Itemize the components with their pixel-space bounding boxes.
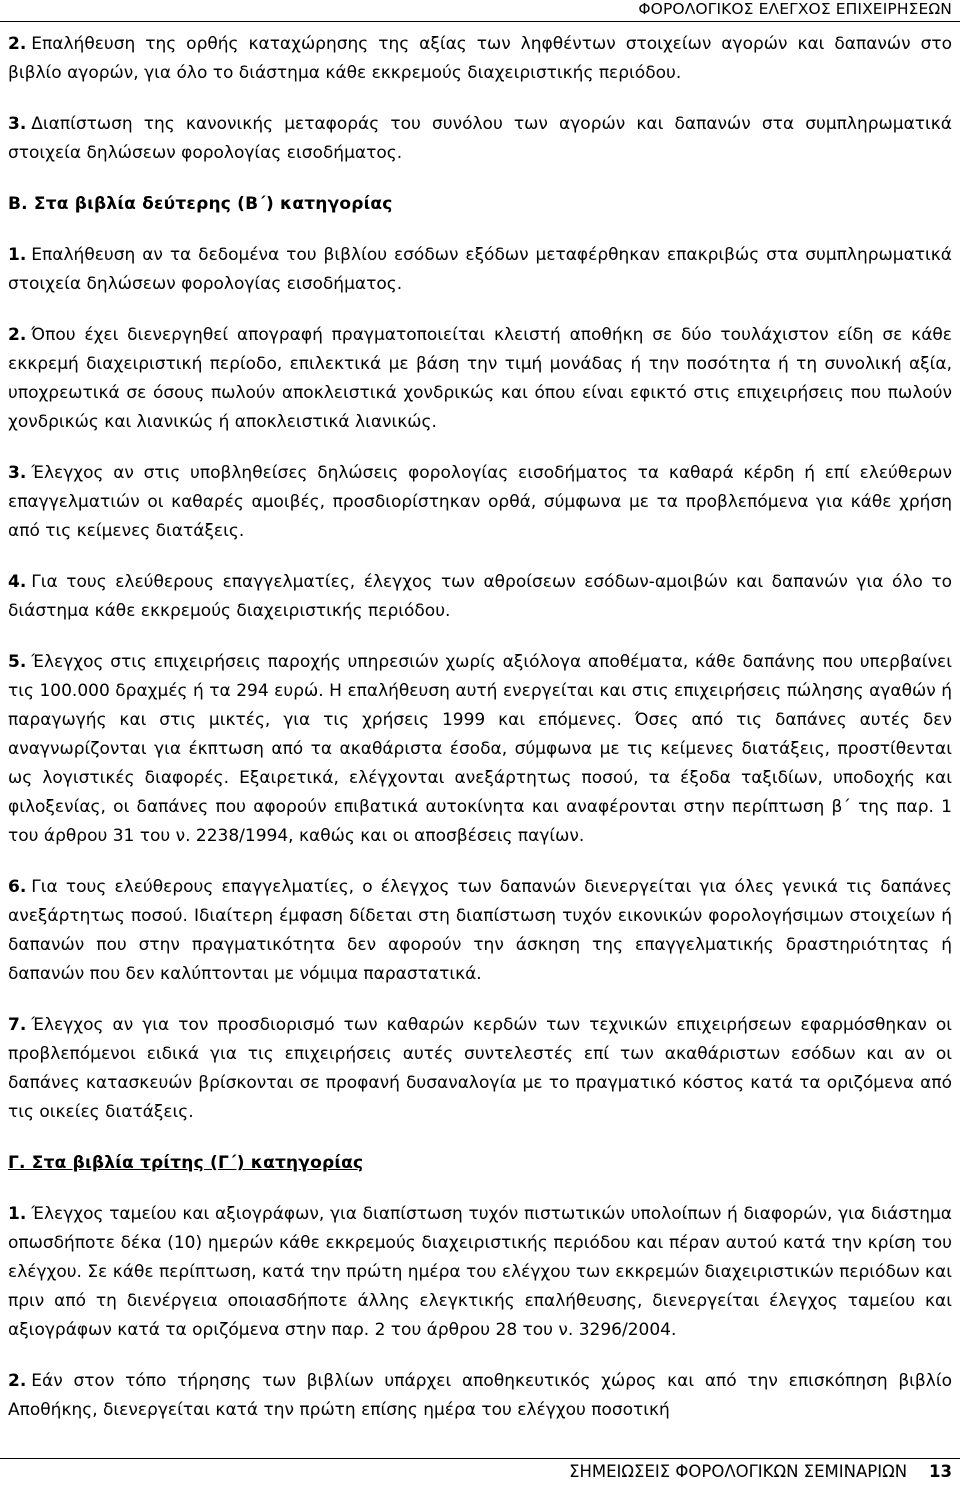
paragraph-text: Διαπίστωση της κανονικής μεταφοράς του συνόλου των αγορών και δαπανών στα συμπληρωματικά στοιχεία δηλώσεων φορολογίας εισοδήματος.	[8, 114, 952, 163]
paragraph-text: Όπου έχει διενεργηθεί απογραφή πραγματοποιείται κλειστή αποθήκη σε δύο τουλάχιστον είδη σε κάθε εκκρεμή διαχειριστική περίοδο, επιλεκτικά με βάση την τιμή μονάδας ή την ποσότητα ή τη συνολική αξία, υποχρεωτικά σε όσους πωλούν αποκλειστικά χονδρικώς και όπου είναι εφικτό στις επιχειρήσεις που πωλούν χονδρικώς και λιανικώς ή αποκλειστικά λιανικώς.	[8, 325, 952, 432]
paragraph-number: 2.	[8, 34, 27, 54]
paragraph-b1	[8, 241, 952, 299]
paragraph-number: 5.	[8, 652, 27, 672]
paragraph-b6	[8, 873, 952, 989]
paragraph-b3	[8, 459, 952, 546]
page-number: 13	[929, 1462, 952, 1481]
paragraph-number: 2.	[8, 1371, 27, 1391]
paragraph-number: 1.	[8, 245, 27, 265]
paragraph-text: Για τους ελεύθερους επαγγελματίες, έλεγχος των αθροίσεων εσόδων-αμοιβών και δαπανών για όλο το διάστημα κάθε εκκρεμούς διαχειριστικής περιόδου.	[8, 572, 952, 621]
footer-rule	[0, 1458, 960, 1459]
paragraph-number: 2.	[8, 325, 27, 345]
paragraph-b2	[8, 321, 952, 437]
paragraph-number: 1.	[8, 1204, 27, 1224]
paragraph-text: Έλεγχος ταμείου και αξιογράφων, για διαπίστωση τυχόν πιστωτικών υπολοίπων ή διαφορών, για διάστημα οπωσδήποτε δέκα (10) ημερών κάθε εκκρεμούς διαχειριστικής περιόδου και πέραν αυτού κατά την κρίση του ελέγχου. Σε κάθε περίπτωση, κατά την πρώτη ημέρα του ελέγχου των εκκρεμών διαχειριστικών περιόδων και πριν από τη διενέργεια οποιασδήποτε άλλης ελεγκτικής επαλήθευσης, διενεργείται έλεγχος ταμείου και αξιογράφων κατά τα οριζόμενα στην παρ. 2 του άρθρου 28 του ν. 3296/2004.	[8, 1204, 952, 1340]
paragraph-number: 7.	[8, 1015, 27, 1035]
paragraph-text: Έλεγχος αν για τον προσδιορισμό των καθαρών κερδών των τεχνικών επιχειρήσεων εφαρμόσθηκαν οι προβλεπόμενοι ειδικά για τις επιχειρήσεις αυτές συντελεστές επί των ακαθάριστων εσόδων και αν οι δαπάνες κατασκευών βρίσκονται σε προφανή δυσαναλογία με το πραγματικό κόστος κατά τα οριζόμενα από τις οικείες διατάξεις.	[8, 1015, 952, 1122]
paragraph-c1	[8, 1200, 952, 1345]
section-heading-c: Γ. Στα βιβλία τρίτης (Γ΄) κατηγορίας	[8, 1153, 364, 1173]
paragraph-text: Έλεγχος αν στις υποβληθείσες δηλώσεις φορολογίας εισοδήματος τα καθαρά κέρδη ή επί ελεύθερων επαγγελματιών οι καθαρές αμοιβές, προσδιορίστηκαν ορθά, σύμφωνα με τα προβλεπόμενα για κάθε χρήση από τις κείμενες διατάξεις.	[8, 463, 952, 541]
paragraph-number: 3.	[8, 463, 27, 483]
paragraph-text: Επαλήθευση της ορθής καταχώρησης της αξίας των ληφθέντων στοιχείων αγορών και δαπανών στο βιβλίο αγορών, για όλο το διάστημα κάθε εκκρεμούς διαχειριστικής περιόδου.	[8, 34, 952, 83]
paragraph-b7	[8, 1011, 952, 1127]
paragraph-text: Εάν στον τόπο τήρησης των βιβλίων υπάρχει αποθηκευτικός χώρος και από την επισκόπηση βιβλίο Αποθήκης, διενεργείται κατά την πρώτη επίσης ημέρα του ελέγχου ποσοτική	[8, 1371, 952, 1420]
paragraph-number: 6.	[8, 877, 27, 897]
paragraph-text: Έλεγχος στις επιχειρήσεις παροχής υπηρεσιών χωρίς αξιόλογα αποθέματα, κάθε δαπάνης που υπερβαίνει τις 100.000 δραχμές ή τα 294 ευρώ. Η επαλήθευση αυτή ενεργείται και στις επιχειρήσεις πώλησης αγαθών ή παραγωγής και στις μικτές, για τις χρήσεις 1999 και επόμενες. Όσες από τις δαπάνες αυτές δεν αναγνωρίζονται για έκπτωση από τα ακαθάριστα έσοδα, σύμφωνα με τις κείμενες διατάξεις, προστίθενται ως λογιστικές διαφορές. Εξαιρετικά, ελέγχονται ανεξάρτητως ποσού, τα έξοδα ταξιδίων, υποδοχής και φιλοξενίας, οι δαπάνες που αφορούν επιβατικά αυτοκίνητα και αναφέρονται στην περίπτωση β΄ της παρ. 1 του άρθρου 31 του ν. 2238/1994, καθώς και οι αποσβέσεις παγίων.	[8, 652, 952, 846]
paragraph-text: Επαλήθευση αν τα δεδομένα του βιβλίου εσόδων εξόδων μεταφέρθηκαν επακριβώς στα συμπληρωματικά στοιχεία δηλώσεων φορολογίας εισοδήματος.	[8, 245, 952, 294]
paragraph-text: Για τους ελεύθερους επαγγελματίες, ο έλεγχος των δαπανών διενεργείται για όλες γενικά τις δαπάνες ανεξάρτητως ποσού. Ιδιαίτερη έμφαση δίδεται στη διαπίστωση τυχόν εικονικών φορολογήσιμων στοιχείων ή δαπανών που στην πραγματικότητα δεν αφορούν την άσκηση της επαγγελματικής δραστηριότητας ή δαπανών που δεν καλύπτονται με νόμιμα παραστατικά.	[8, 877, 952, 984]
running-header: ΦΟΡΟΛΟΓΙΚΟΣ ΕΛΕΓΧΟΣ ΕΠΙΧΕΙΡΗΣΕΩΝ	[638, 0, 952, 18]
page-body	[8, 30, 952, 1447]
paragraph-b5	[8, 648, 952, 851]
paragraph-number: 4.	[8, 572, 27, 592]
footer-title: ΣΗΜΕΙΩΣΕΙΣ ΦΟΡΟΛΟΓΙΚΩΝ ΣΕΜΙΝΑΡΙΩΝ	[569, 1462, 908, 1481]
paragraph-a2	[8, 30, 952, 88]
paragraph-number: 3.	[8, 114, 27, 134]
paragraph-a3	[8, 110, 952, 168]
header-rule	[0, 21, 960, 22]
page-footer	[569, 1462, 952, 1481]
section-heading-b: Β. Στα βιβλία δεύτερης (Β΄) κατηγορίας	[8, 194, 393, 214]
paragraph-c2	[8, 1367, 952, 1425]
paragraph-b4	[8, 568, 952, 626]
